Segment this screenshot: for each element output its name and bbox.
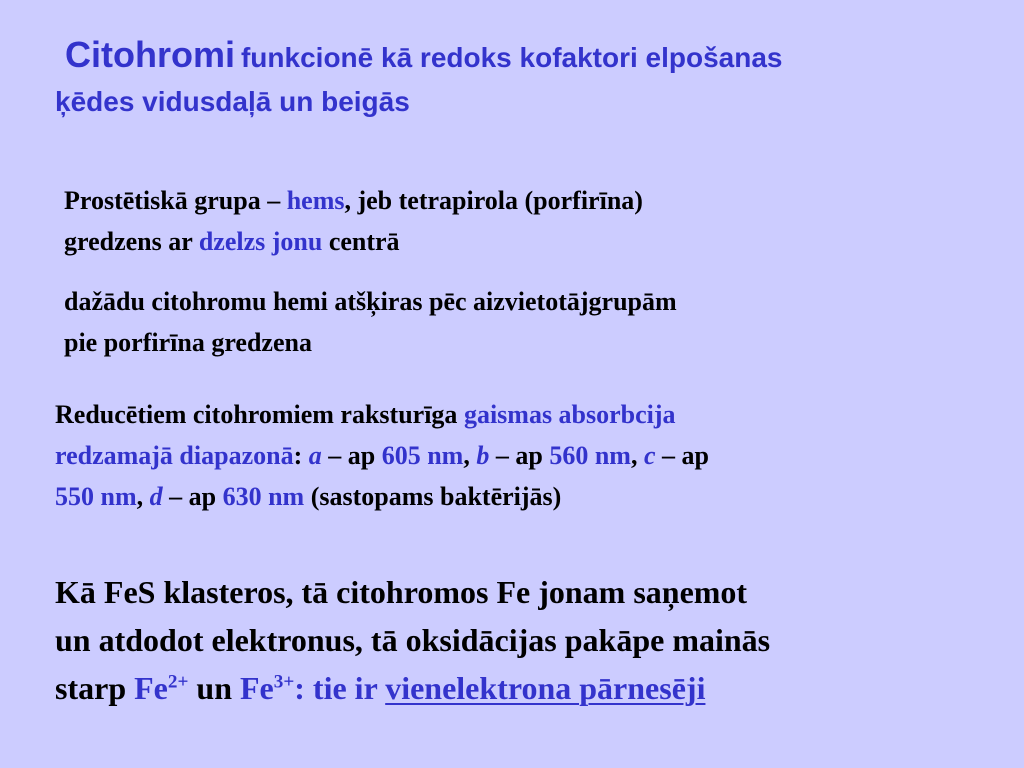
p2-line-2: pie porfirīna gredzena [64, 328, 312, 357]
p3-text-2: : [293, 441, 309, 470]
p4-text-1: starp [55, 670, 135, 706]
p3-text-6: , [630, 441, 644, 470]
p4-line-2: un atdodot elektronus, tā oksidācijas pakāpe mainās [55, 622, 771, 658]
p3-text-9: – ap [162, 482, 223, 511]
p1-line-2 [64, 221, 643, 262]
p3-text-1: Reducētiem citohromiem raksturīga [55, 400, 464, 429]
p3-value-a: 605 nm [381, 441, 464, 470]
p3-text-4: , [463, 441, 477, 470]
p3-label-d: d [149, 482, 163, 511]
p3-value-d: 630 nm [222, 482, 305, 511]
p3-text-7: – ap [655, 441, 709, 470]
p4-charge-3plus: 3+ [273, 671, 295, 693]
paragraph-iron-oxidation [55, 568, 770, 712]
p3-value-b: 560 nm [549, 441, 631, 470]
p1-text-2: , jeb tetrapirola (porfirīna) [344, 186, 643, 215]
p3-text-8: , [136, 482, 150, 511]
p4-text-2: un [188, 670, 240, 706]
title-line-1 [55, 32, 995, 86]
p1-text-1: Prostētiskā grupa – [64, 186, 287, 215]
title-main: Citohromi [65, 34, 235, 75]
p4-text-3: : tie ir [294, 670, 386, 706]
paragraph-absorption [55, 394, 709, 517]
p3-highlight-visible-range: redzamajā diapazonā [55, 441, 294, 470]
p3-line-1 [55, 394, 709, 435]
p4-fe2-plus [134, 670, 188, 706]
title-rest: funkcionē kā redoks kofaktori elpošanas [240, 42, 783, 73]
p3-label-a: a [308, 441, 322, 470]
p4-line-1: Kā FeS klasteros, tā citohromos Fe jonam saņemot [55, 574, 748, 610]
title-line-2: ķēdes vidusdaļā un beigās [55, 86, 410, 117]
p3-text-10: (sastopams baktērijās) [304, 482, 562, 511]
p4-line-3 [55, 664, 770, 712]
p3-line-3 [55, 476, 709, 517]
p4-charge-2plus: 2+ [167, 671, 189, 693]
p1-line-1 [64, 180, 643, 221]
paragraph-heme-differences [64, 281, 677, 363]
p3-label-b: b [476, 441, 490, 470]
p4-link-one-electron-carriers[interactable]: vienelektrona pārnesēji [385, 670, 706, 706]
p4-fe-symbol: Fe [134, 670, 168, 706]
p3-text-5: – ap [489, 441, 550, 470]
paragraph-prosthetic-group [64, 180, 643, 262]
p3-highlight-absorption: gaismas absorbcija [463, 400, 676, 429]
p2-line-1: dažādu citohromu hemi atšķiras pēc aizvietotājgrupām [64, 287, 677, 316]
p1-text-4: centrā [322, 227, 400, 256]
p3-value-c: 550 nm [55, 482, 137, 511]
p3-text-3: – ap [321, 441, 382, 470]
p1-highlight-iron-ion: dzelzs jonu [198, 227, 323, 256]
p1-highlight-hems: hems [286, 186, 345, 215]
p3-line-2 [55, 435, 709, 476]
p4-fe3-plus [240, 670, 294, 706]
p4-fe-symbol-2: Fe [239, 670, 274, 706]
slide-title [55, 32, 995, 118]
p1-text-3: gredzens ar [64, 227, 199, 256]
p3-label-c: c [643, 441, 656, 470]
